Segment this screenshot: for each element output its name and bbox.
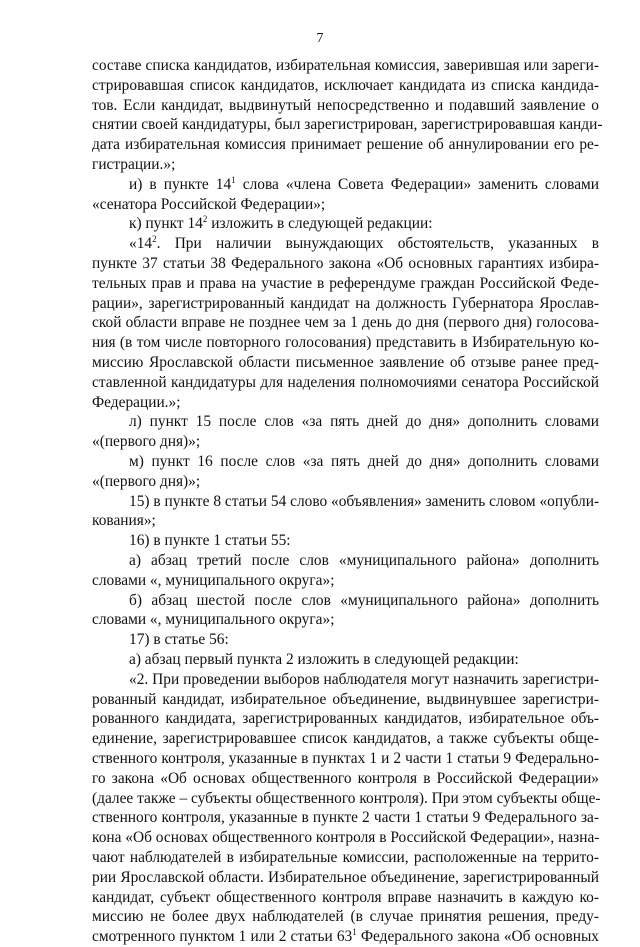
text-line (92, 274, 599, 294)
text-line (129, 492, 599, 512)
line-text: ния (в том числе повторного голосования) представить в Избирательную ко- (92, 334, 599, 352)
text-line (92, 96, 599, 116)
text-line (92, 848, 599, 868)
text-line (92, 472, 599, 492)
line-text: пункте 37 статьи 38 Федерального закона «Об основных гарантиях избира- (92, 255, 599, 272)
text-line (92, 155, 599, 175)
line-text: рованного кандидата, зарегистрированных кандидатов, избирательное объ- (92, 710, 599, 728)
text-line (129, 630, 599, 650)
text-line (129, 234, 599, 254)
text-line (129, 214, 599, 234)
text-line (92, 135, 599, 155)
text-line (129, 551, 599, 571)
text-line (92, 868, 599, 888)
text-line (92, 56, 599, 76)
text-line (92, 373, 599, 393)
line-text-continued: изложить в следующей редакции: (207, 215, 433, 233)
line-text: кандидат, субъект общественного контроля вправе назначить в каждую ко- (92, 888, 599, 906)
text-line (92, 808, 599, 828)
line-text: (далее также – субъекты общественного контроля). При этом субъекты обще- (92, 789, 601, 807)
text-line (129, 670, 599, 690)
line-text: «(первого дня)»; (92, 433, 201, 451)
line-text: рации», зарегистрированный кандидат на должность Губернатора Ярослав- (92, 294, 599, 312)
superscript: 2 (202, 214, 208, 225)
text-line (92, 313, 599, 333)
superscript: 1 (352, 927, 357, 938)
text-line (92, 927, 599, 947)
text-line (92, 393, 599, 413)
line-text-continued: . При наличии вынуждающих обстоятельств, указанных в (156, 235, 599, 253)
line-text: «14 (129, 235, 153, 253)
text-line (129, 175, 599, 195)
line-text: единение, зарегистрировавшее список кандидатов, а также субъекты обще- (92, 730, 599, 748)
line-text: составе списка кандидатов, избирательная комиссия, заверившая или зареги- (92, 57, 599, 74)
text-line (92, 432, 599, 452)
line-text: л) пункт 15 после слов «за пять дней до дня» дополнить словами (129, 413, 599, 431)
line-text: рованный кандидат, избирательное объединение, выдвинувшее зарегистри- (92, 690, 599, 708)
line-text: снятии своей кандидатуры, был зарегистрирован, зарегистрировавшая канди- (92, 116, 603, 134)
superscript: 2 (152, 234, 157, 245)
superscript: 1 (231, 174, 236, 185)
line-text: стрировавшая список кандидатов, исключает кандидата из списка кандида- (92, 76, 599, 94)
line-text: «2. При проведении выборов наблюдателя могут назначить зарегистри- (129, 670, 599, 688)
text-line (92, 828, 599, 848)
text-line (129, 412, 599, 432)
line-text: «сенатора Российской Федерации»; (92, 195, 326, 213)
line-text: ственного контроля, указанные в пунктах 1 и 2 части 1 статьи 9 Федерально- (92, 750, 599, 767)
line-text: м) пункт 16 после слов «за пять дней до дня» дополнить словами (129, 453, 599, 470)
line-text: тов. Если кандидат, выдвинутый непосредственно и подавший заявление о (92, 96, 599, 114)
line-text: тельных прав и права на участие в референдуме граждан Российской Феде- (92, 274, 599, 292)
text-line (92, 294, 599, 314)
text-line (92, 789, 599, 809)
line-text: и) в пункте 14 (129, 175, 232, 193)
text-line (129, 531, 599, 551)
text-line (92, 115, 603, 135)
line-text-continued: Федерального закона «Об основных (356, 928, 599, 946)
line-text: чают наблюдателей в избирательные комиссии, расположенные на террито- (92, 849, 599, 866)
text-line (92, 254, 599, 274)
line-text: 15) в пункте 8 статьи 54 слово «объявления» заменить словом «опубли- (129, 492, 600, 510)
text-line (129, 650, 599, 670)
line-text: к) пункт 14 (129, 215, 203, 233)
text-line (92, 195, 599, 215)
text-line (92, 729, 599, 749)
line-text: миссию Ярославской области письменное заявление об отзыве ранее пред- (92, 354, 599, 371)
page-number: 7 (316, 31, 324, 46)
text-line (92, 353, 599, 373)
line-text: Федерации.»; (92, 393, 181, 411)
text-line (92, 888, 599, 908)
line-text: миссию не более двух наблюдателей (в случае принятия решения, преду- (92, 908, 599, 926)
text-line (129, 452, 599, 472)
line-text: словами «, муниципального округа»; (92, 571, 335, 589)
line-text: рии Ярославской области. Избирательное объединение, зарегистрированный (92, 868, 599, 886)
line-text: б) абзац шестой после слов «муниципального района» дополнить (129, 591, 599, 609)
line-text: кования»; (92, 512, 156, 530)
text-line (92, 76, 599, 96)
text-line (92, 690, 599, 710)
line-text: ской области вправе не позднее чем за 1 день до дня (первого дня) голосова- (92, 314, 599, 332)
line-text: а) абзац третий после слов «муниципального района» дополнить (129, 552, 599, 569)
text-line (92, 511, 599, 531)
line-text: ставленной кандидатуры для наделения полномочиями сенатора Российской (92, 373, 599, 391)
line-text: ственного контроля, указанные в пункте 2 части 1 статьи 9 Федерального за- (92, 809, 599, 827)
line-text: 17) в статье 56: (129, 631, 229, 649)
line-text: дата избирательная комиссия принимает решение об аннулировании его ре- (92, 136, 599, 154)
text-line (92, 610, 599, 630)
line-text: «(первого дня)»; (92, 472, 201, 490)
line-text: кона «Об основах общественного контроля в Российской Федерации», назна- (92, 829, 600, 847)
line-text: словами «, муниципального округа»; (92, 611, 335, 629)
text-line (129, 591, 599, 611)
text-line (92, 333, 599, 353)
text-line (92, 709, 599, 729)
text-line (92, 907, 599, 927)
text-line (92, 749, 599, 769)
line-text: 16) в пункте 1 статьи 55: (129, 532, 291, 550)
text-line (92, 571, 599, 591)
line-text: смотренного пунктом 1 или 2 статьи 63 (92, 928, 353, 946)
line-text-continued: слова «члена Совета Федерации» заменить словами (235, 175, 599, 193)
text-line (92, 769, 599, 789)
line-text: го закона «Об основах общественного контроля в Российской Федерации» (92, 769, 599, 787)
line-text: гистрации.»; (92, 156, 176, 173)
line-text: а) абзац первый пункта 2 изложить в следующей редакции: (129, 651, 519, 668)
